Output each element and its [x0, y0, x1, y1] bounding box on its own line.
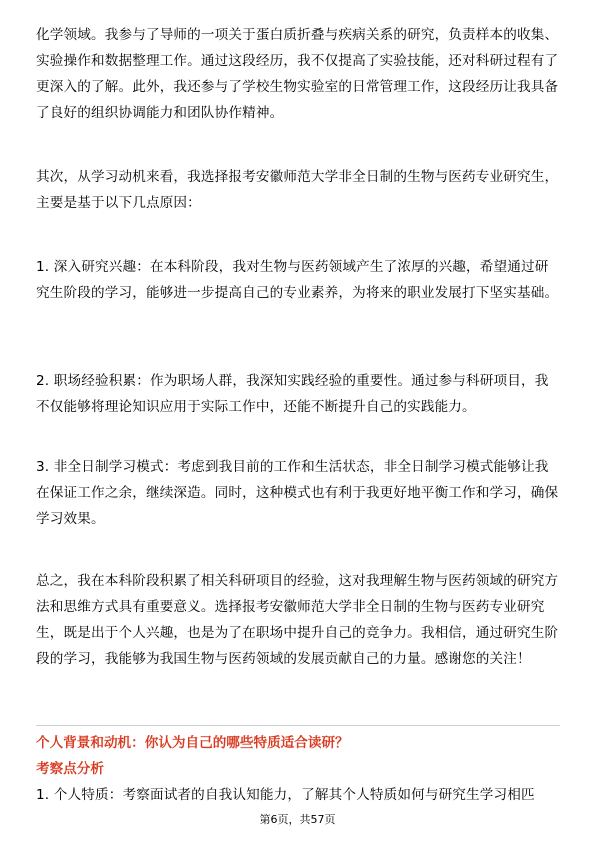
paragraph-text: 1. 深入研究兴趣：在本科阶段，我对生物与医药领域产生了浓厚的兴趣，希望通过研究生阶段的学习，能够进一步提高自己的专业素养，为将来的职业发展打下坚实基础。	[36, 259, 559, 301]
paragraph-motivation-intro	[36, 164, 560, 216]
paragraph-text: 总之，我在本科阶段积累了相关科研项目的经验，这对我理解生物与医药领域的研究方法和思维方式具有重要意义。选择报考安徽师范大学非全日制的生物与医药专业研究生，既是出于个人兴趣，也是为了在职场中提升自己的竞争力。我相信，通过研究生阶段的学习，我能够为我国生物与医药领域的发展贡献自己的力量。感谢您的关注！	[36, 573, 559, 667]
paragraph-text: 3. 非全日制学习模式：考虑到我目前的工作和生活状态，非全日制学习模式能够让我在保证工作之余，继续深造。同时，这种模式也有利于我更好地平衡工作和学习，确保学习效果。	[36, 459, 559, 527]
paragraph-reason-2	[36, 368, 560, 420]
paragraph-text: 其次，从学习动机来看，我选择报考安徽师范大学非全日制的生物与医药专业研究生，主要是基于以下几点原因：	[36, 169, 559, 211]
analysis-item-1	[36, 782, 560, 808]
paragraph-experience	[36, 22, 560, 126]
section-divider	[36, 725, 560, 726]
paragraph-text: 1. 个人特质：考察面试者的自我认知能力，了解其个人特质如何与研究生学习相匹	[36, 787, 535, 803]
paragraph-conclusion	[36, 568, 560, 672]
analysis-heading: 考察点分析	[36, 761, 104, 777]
page-footer: 第6页，共57页	[259, 813, 336, 826]
interview-question: 个人背景和动机：你认为自己的哪些特质适合读研？	[36, 735, 349, 751]
paragraph-text: 化学领域。我参与了导师的一项关于蛋白质折叠与疾病关系的研究，负责样本的收集、实验操作和数据整理工作。通过这段经历，我不仅提高了实验技能，还对科研过程有了更深入的了解。此外，我还参与了学校生物实验室的日常管理工作，这段经历让我具备了良好的组织协调能力和团队协作精神。	[36, 27, 559, 121]
paragraph-reason-3	[36, 454, 560, 532]
paragraph-reason-1	[36, 254, 560, 306]
paragraph-text: 2. 职场经验积累：作为职场人群，我深知实践经验的重要性。通过参与科研项目，我不仅能够将理论知识应用于实际工作中，还能不断提升自己的实践能力。	[36, 373, 549, 415]
